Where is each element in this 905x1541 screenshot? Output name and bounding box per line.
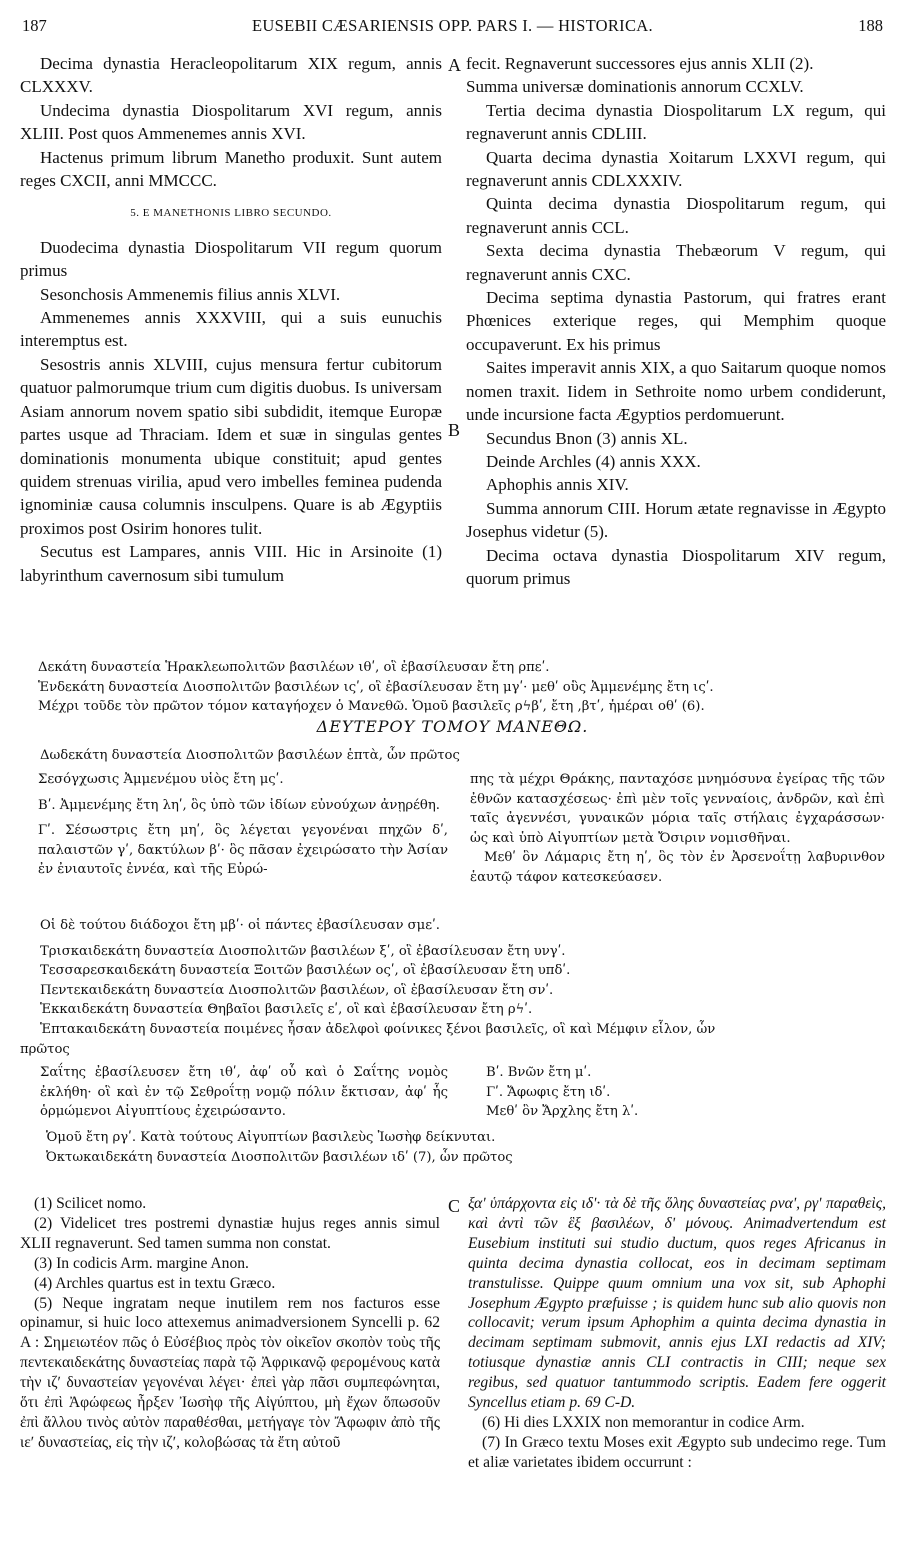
paragraph: fecit. Regnaverunt successores ejus annis XLII (2).: [466, 54, 814, 73]
page-number-left: 187: [22, 16, 47, 35]
greek-line: Τρισκαιδεκάτη δυναστεία Διοσπολιτῶν βασιλέων ξʹ, οἳ ἐβασίλευσαν ἔτη υνγʹ.: [40, 943, 566, 959]
footnote: (3) In codicis Arm. margine Anon.: [34, 1254, 249, 1272]
section-heading: 5. E MANETHONIS LIBRO SECUNDO.: [130, 207, 332, 220]
greek-line: Ἑκκαιδεκάτη δυναστεία Θηβαῖοι βασιλεῖς εʹ, οἳ καὶ ἐβασίλευσαν ἔτη ρϟʹ.: [40, 1002, 533, 1018]
paragraph: Summa annorum CIII. Horum ætate regnavisse in Ægypto Josephus videtur (5).: [466, 498, 886, 542]
greek-intro: [40, 746, 880, 766]
greek-paragraph: Βʹ. Ἀμμενέμης ἔτη ληʹ, ὃς ὑπὸ τῶν ἰδίων εὐνούχων ἀνῃρέθη.: [38, 797, 440, 813]
footnote: (1) Scilicet nomo.: [34, 1195, 147, 1212]
greek-lower-block: [20, 916, 890, 1059]
paragraph: Aphophis annis XIV.: [486, 475, 629, 495]
greek-split-left: [40, 1063, 448, 1122]
paragraph: Sesostris annis XLVIII, cujus mensura fertur cubitorum quatuor palmorumque trium cum digitis duobus. Is universam Asiam annorum novem spatio sibi subdidit, itemque Europæ partes usque ad Thraciam. Idem et suæ in singulas gentes dominationis monumenta ubique constituit; apud gentes quidem strenuas virilia, apud vero imbelles feminea pudenda ignominiæ causa columnis insculpens. Quare is ab Ægyptiis proximos post Osirim honores tulit.: [20, 354, 442, 538]
paragraph: Quinta decima dynastia Diospolitarum regum, qui regnaverunt annis CCL.: [466, 194, 886, 237]
greek-line: Μεθʹ ὃν Ἄρχλης ἔτη λʹ.: [486, 1104, 639, 1120]
greek-line: Μέχρι τοῦδε τὸν πρῶτον τόμον καταγήοχεν ὁ Μανεθῶ. Ὁμοῦ βασιλεῖς ρϟβʹ, ἔτη ,βτʹ, ἡμέραι οθʹ (6).: [38, 699, 705, 715]
paragraph: Deinde Archles (4) annis XXX.: [486, 451, 701, 471]
greek-paragraph: Σεσόγχωσις Ἀμμενέμου υἱὸς ἔτη μςʹ.: [38, 772, 284, 787]
paragraph: Decima octava dynastia Diospolitarum XIV regum, quorum primus: [466, 545, 886, 588]
running-title: EUSEBII CÆSARIENSIS OPP. PARS I. — HISTORICA.: [252, 16, 653, 35]
greek-end-block: [46, 1128, 886, 1167]
paragraph: Secutus est Lampares, annis VIII. Hic in Arsinoite (1) labyrinthum cavernosum sibi tumulum: [20, 542, 442, 585]
greek-line: Ἑνδεκάτη δυναστεία Διοσπολιτῶν βασιλέων ιςʹ, οἳ ἐβασίλευσαν ἔτη μγʹ· μεθʹ οὓς Ἀμμενέμης ἔτη ιςʹ.: [38, 679, 714, 695]
paragraph: Secundus Bnon (3) annis XL.: [486, 428, 688, 448]
footnotes-left-column: [20, 1194, 440, 1453]
margin-letter-c: C: [448, 1196, 461, 1216]
paragraph: Sesonchosis Ammenemis filius annis XLVI.: [40, 284, 341, 304]
greek-top-block: [38, 658, 888, 717]
footnote: (7) In Græco textu Moses exit Ægypto sub undecimo rege. Tum et aliæ varietates ibidem occurrunt :: [468, 1433, 886, 1471]
footnote: (5) Neque ingratam neque inutilem rem nos facturos esse opinamur, si huic loco attexemus animadversionem Syncelli p. 62 A : Σημειωτέον πῶς ὁ Εὐσέβιος πρὸς τὸν οἰκεῖον σκοπὸν τοὺς τῆς πεντεκαιδεκάτης δυναστείας παρὰ τῷ Ἀφρικανῷ φερομένους κατὰ τὴν ιζʹ δυναστείαν γεγονέναι λέγει· ἐπεὶ γὰρ πᾶσι συμπεφώνηται, ὅτι ἐπὶ Ἀφώφεως ἦρξεν Ἰωσὴφ τῆς Αἰγύπτου, μὴ ἔχων ὅπωσοῦν ἐπὶ ἄλλου τινὸς αὐτὸν παραθέσθαι, μετήγαγε τὸν Ἄφωφιν ἀπὸ τῆς ιεʹ δυναστείας, εἰς τὴν ιζʹ, κολοβώσας τὰ ἔτη αὐτοῦ: [20, 1294, 440, 1451]
greek-line: Δεκάτη δυναστεία Ἡρακλεωπολιτῶν βασιλέων ιθʹ, οἳ ἐβασίλευσαν ἔτη ρπεʹ.: [38, 660, 550, 675]
greek-mid-left-column: [38, 770, 448, 880]
greek-line: Τεσσαρεσκαιδεκάτη δυναστεία Ξοιτῶν βασιλέων οςʹ, οἳ ἐβασίλευσαν ἔτη υπδʹ.: [40, 963, 571, 979]
paragraph: Summa universæ dominationis annorum CCXLV.: [466, 77, 804, 97]
margin-letter-b: B: [448, 420, 461, 440]
greek-line: Ἑπτακαιδεκάτη δυναστεία ποιμένες ἦσαν ἀδελφοὶ φοίνικες ξένοι βασιλεῖς, οἳ καὶ Μέμφιν εἷλον, ὧν: [40, 1021, 716, 1037]
footnote: (4) Archles quartus est in textu Græco.: [34, 1274, 276, 1292]
paragraph: Duodecima dynastia Diospolitarum VII regum quorum primus: [20, 237, 442, 281]
greek-split-right: [486, 1063, 866, 1122]
footnote: (2) Videlicet tres postremi dynastiæ hujus reges annis simul XLII regnaverunt. Sed tamen summa non constat.: [20, 1214, 440, 1252]
paragraph: Tertia decima dynastia Diospolitarum LX regum, qui regnaverunt annis CDLIII.: [466, 100, 886, 144]
footnote: ξαʹ ὑπάρχοντα εἰς ιδʹ· τὰ δὲ τῆς ὅλης δυναστείας ρναʹ, ργʹ παραθεὶς, καὶ ἀντὶ τῶν ἓξ βασιλέων, δʹ μόνους. Animadvertendum est Eusebium instituti sui studio ductum, quos reges Africanus in quinta decima dynastia collocat, eos in decimam septimam transtulisse. Quippe quum omnium una vox sit, sub Aphophi Josephum Ægypto præfuisse ; is quidem hunc sub alio quovis non collocavit; verum ipsum Aphophim a quinta decima dynastia in decimam septimam submovit, annis ejus LXI redactis ad XIV; totiusque dynastiæ annis CLI contractis in CIII; neque sex regibus, sed quatuor tantummodo scriptis. Eadem fere oggerit Syncellus etiam p. 69 C-D.: [468, 1195, 886, 1412]
paragraph: Saites imperavit annis XIX, a quo Saitarum quoque nomos nomen traxit. Iidem in Sethroite nomo urbem condiderunt, unde incursione facta Ægyptios perdomuerunt.: [466, 358, 886, 425]
greek-line: Ὁμοῦ ἔτη ργʹ. Κατὰ τούτους Αἰγυπτίων βασιλεὺς Ἰωσὴφ δείκνυται.: [46, 1130, 496, 1145]
greek-paragraph: Σαΐτης ἐβασίλευσεν ἔτη ιθʹ, ἀφʹ οὗ καὶ ὁ Σαΐτης νομὸς ἐκλήθη· οἳ καὶ ἐν τῷ Σεθροΐτῃ νομῷ πόλιν ἔκτισαν, ἀφʹ ἧς ὁρμώμενοι Αἰγυπτίους ἐχειρώσαντο.: [40, 1065, 448, 1120]
paragraph: Quarta decima dynastia Xoitarum LXXVI regum, qui regnaverunt annis CDLXXXIV.: [466, 147, 886, 191]
paragraph: Undecima dynastia Diospolitarum XVI regum, annis XLIII. Post quos Ammenemes annis XVI.: [20, 100, 442, 144]
greek-mid-right-column: [470, 770, 885, 888]
greek-line: Βʹ. Βνῶν ἔτη μʹ.: [486, 1065, 592, 1080]
greek-line: Γʹ. Ἄφωφις ἔτη ιδʹ.: [486, 1084, 611, 1100]
greek-subtitle: ΔΕΥΤΕΡΟΥ ΤΟΜΟΥ ΜΑΝΕΘΩ.: [316, 717, 589, 736]
paragraph: Decima septima dynastia Pastorum, qui fratres erant Phœnices exterique reges, qui Memphim quoque occupaverunt. Ex his primus: [466, 288, 886, 354]
greek-line: πρῶτος: [20, 1041, 70, 1057]
greek-line: Δωδεκάτη δυναστεία Διοσπολιτῶν βασιλέων ἑπτὰ, ὧν πρῶτος: [40, 748, 460, 763]
page-number-right: 188: [858, 16, 883, 35]
paragraph: Sexta decima dynastia Thebæorum V regum, qui regnaverunt annis CXC.: [466, 241, 886, 284]
margin-letter-a: A: [448, 55, 461, 75]
paragraph: Decima dynastia Heracleopolitarum XIX regum, annis CLXXXV.: [20, 54, 442, 97]
greek-paragraph: πης τὰ μέχρι Θράκης, πανταχόσε μνημόσυνα ἐγείρας τῆς τῶν ἐθνῶν κατασχέσεως· ἐπὶ μὲν τοῖς γενναίοις, ἀνδρῶν, καὶ ἐπὶ ταῖς ἀγεννέσι, γυναικῶν μόρια ταῖς στήλαις ἐγχαράσσων· ὡς καὶ ὑπὸ Αἰγυπτίων μετὰ Ὄσιριν νομισθῆναι.: [470, 772, 885, 846]
greek-line: Οἱ δὲ τούτου διάδοχοι ἔτη μβʹ· οἱ πάντες ἐβασίλευσαν σμεʹ.: [40, 918, 440, 933]
footnotes-right-column: [468, 1194, 886, 1473]
latin-left-column: [20, 52, 442, 587]
greek-line: Πεντεκαιδεκάτη δυναστεία Διοσπολιτῶν βασιλέων, οἳ ἐβασίλευσαν ἔτη σνʹ.: [40, 982, 554, 998]
greek-line: Ὀκτωκαιδεκάτη δυναστεία Διοσπολιτῶν βασιλέων ιδʹ (7), ὧν πρῶτος: [46, 1149, 513, 1165]
footnote: (6) Hi dies LXXIX non memorantur in codice Arm.: [482, 1413, 805, 1431]
paragraph: Hactenus primum librum Manetho produxit. Sunt autem reges CXCII, anni MMCCC.: [20, 147, 442, 191]
greek-paragraph: Μεθʹ ὃν Λάμαρις ἔτη ηʹ, ὃς τὸν ἐν Ἀρσενοΐτῃ λαβυρινθον ἑαυτῷ τάφον κατεσκεύασεν.: [470, 850, 885, 885]
greek-paragraph: Γʹ. Σέσωστρις ἔτη μηʹ, ὃς λέγεται γεγονέναι πηχῶν δʹ, παλαιστῶν γʹ, δακτύλων βʹ· ὃς πᾶσαν ἐχειρώσατο τὴν Ἀσίαν ἐν ἐνιαυτοῖς ἐννέα, καὶ τῆς Εὐρώ-: [38, 823, 448, 878]
latin-right-column: [466, 52, 886, 590]
paragraph: Ammenemes annis XXXVIII, qui a suis eunuchis interemptus est.: [20, 308, 442, 351]
